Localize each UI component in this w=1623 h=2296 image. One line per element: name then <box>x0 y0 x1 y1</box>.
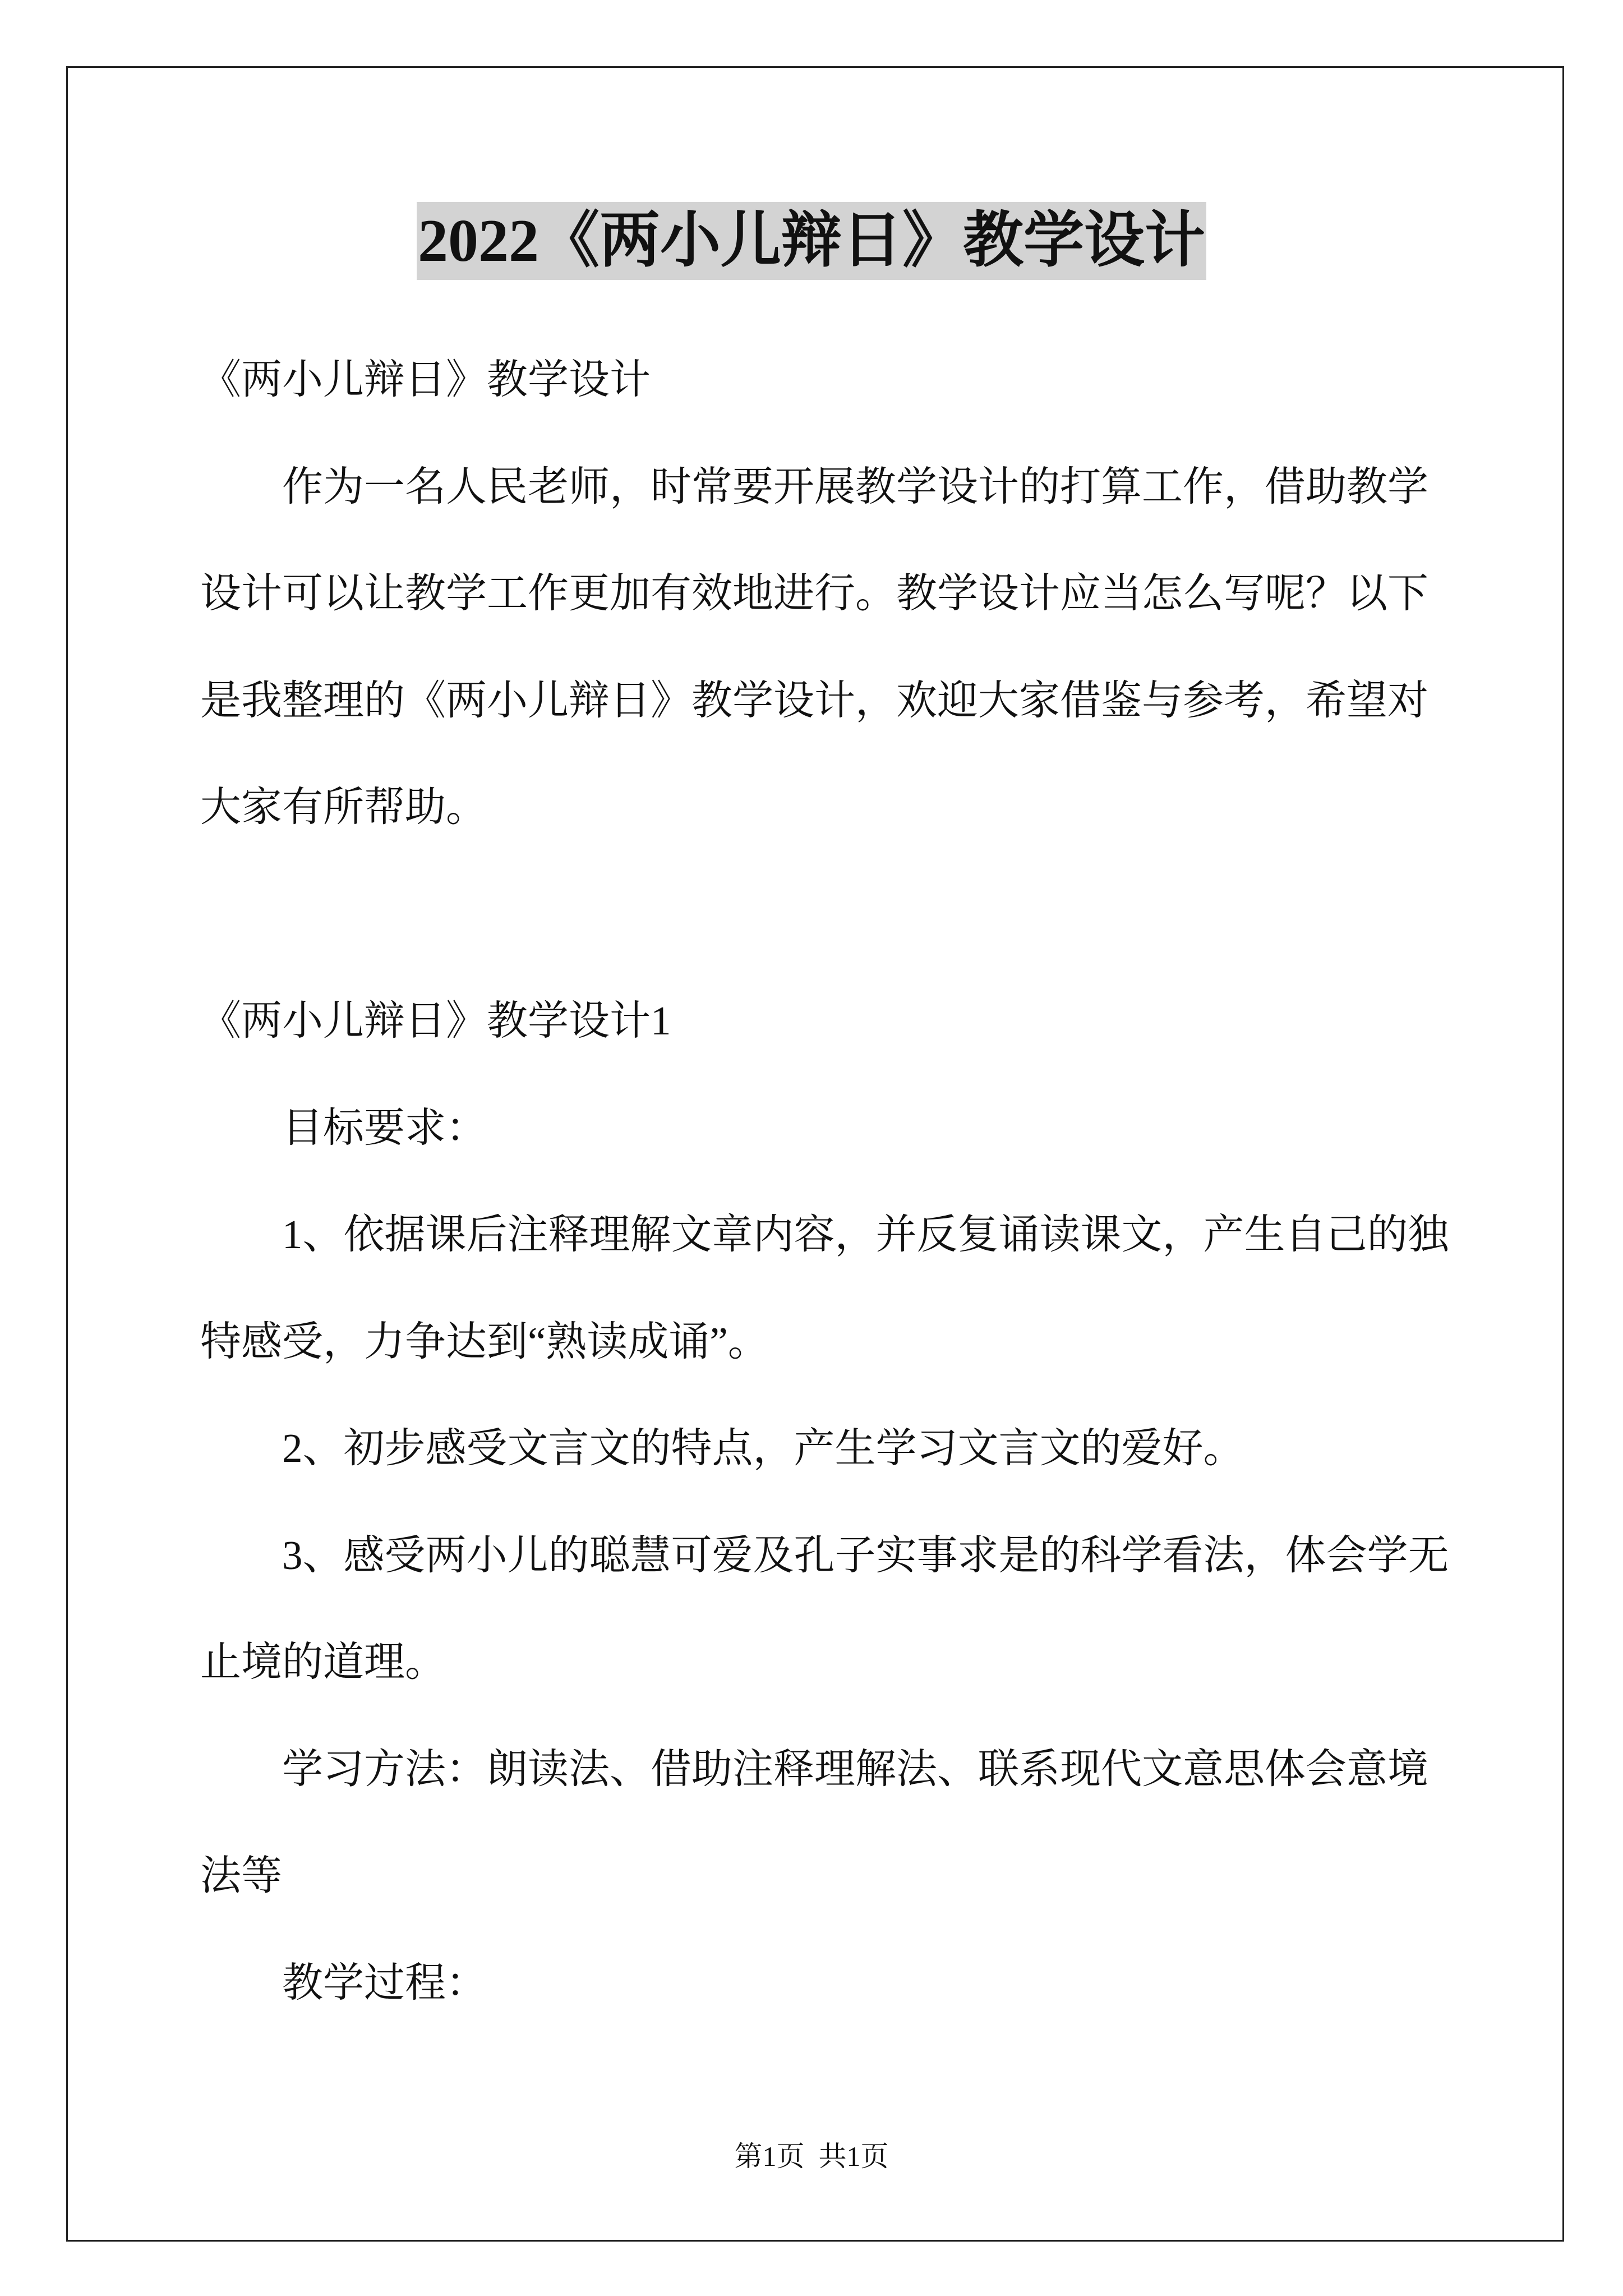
paragraph-line: 止境的道理。 <box>200 1639 446 1685</box>
goal-item <box>200 1181 1449 1395</box>
subtitle: 《两小儿辩日》教学设计 <box>200 357 651 402</box>
paragraph-line: 学习方法：朗读法、借助注释理解法、联系现代文意思体会意境 <box>282 1746 1428 1792</box>
paragraph-line: 3、感受两小儿的聪慧可爱及孔子实事求是的科学看法，体会学无 <box>282 1532 1449 1578</box>
goal-item <box>200 1395 1434 1502</box>
section-heading: 《两小儿辩日》教学设计1 <box>200 998 671 1043</box>
paragraph-line: 1、依据课后注释理解文章内容，并反复诵读课文，产生自己的独 <box>282 1212 1449 1257</box>
paragraph-line: 作为一名人民老师，时常要开展教学设计的打算工作，借助教学 <box>282 463 1428 509</box>
process-label: 教学过程： <box>282 1959 487 2005</box>
page-footer: 第1页 共1页 <box>734 2141 889 2172</box>
paragraph-line: 2、初步感受文言文的特点，产生学习文言文的爱好。 <box>282 1425 1244 1471</box>
methods-paragraph <box>200 1716 1434 1930</box>
paragraph-line: 设计可以让教学工作更加有效地进行。教学设计应当怎么写呢？以下 <box>200 570 1428 616</box>
paragraph-line: 大家有所帮助。 <box>200 784 487 830</box>
document-title-text: 2022《两小儿辩日》教学设计 <box>417 202 1206 280</box>
document-title <box>0 202 1623 280</box>
goals-label: 目标要求： <box>282 1105 487 1151</box>
paragraph-line: 是我整理的《两小儿辩日》教学设计，欢迎大家借鉴与参考，希望对 <box>200 677 1428 723</box>
document-body <box>200 326 1449 2036</box>
intro-paragraph <box>200 434 1434 861</box>
paragraph-line: 特感受，力争达到“熟读成诵”。 <box>200 1318 769 1364</box>
goal-item <box>200 1502 1449 1716</box>
blank-line <box>200 861 1434 968</box>
paragraph-line: 法等 <box>200 1853 282 1898</box>
